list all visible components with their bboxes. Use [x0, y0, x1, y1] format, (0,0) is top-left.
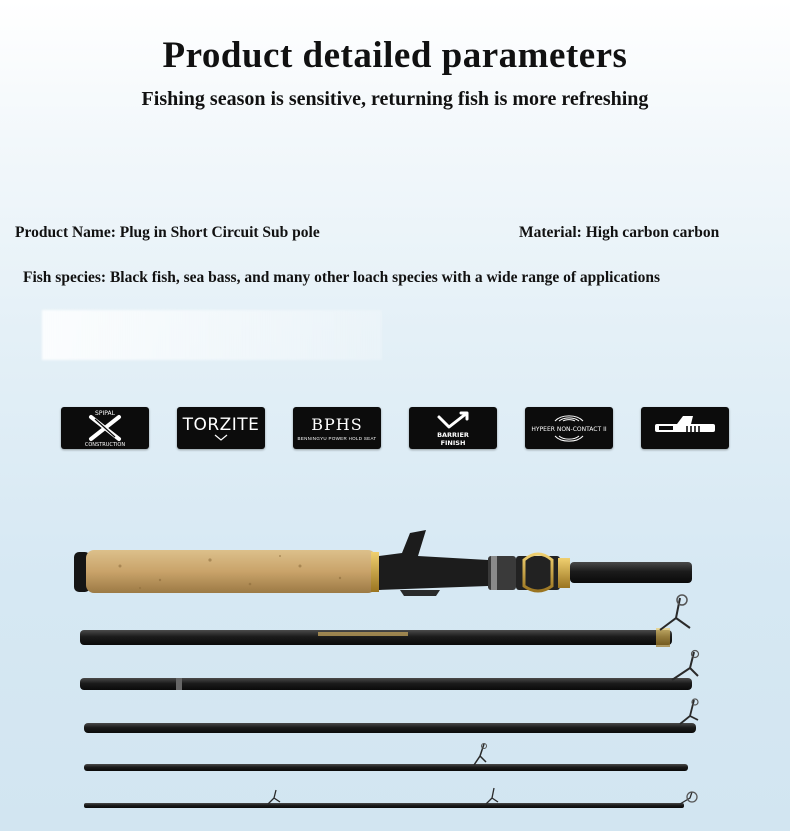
arrow-icon [439, 413, 467, 427]
barrier-line2: FINISH [440, 439, 466, 447]
page-subtitle: Fishing season is sensitive, returning fish is more refreshing [141, 88, 649, 110]
bphs-label: BPHS [311, 415, 363, 434]
rod-section-4 [84, 699, 698, 733]
torzite-badge [177, 407, 265, 449]
spiral-badge-top-text: SPIPAL [95, 410, 115, 417]
x-icon [61, 407, 149, 449]
rod-illustration [0, 520, 790, 831]
torzite-mark-icon [214, 434, 228, 441]
product-name-param: Product Name: Plug in Short Circuit Sub pole [15, 224, 320, 241]
page-title: Product detailed parameters [162, 35, 628, 76]
bphs-badge [293, 407, 381, 449]
barrier-line1: BARRIER [437, 431, 469, 439]
rod-section-5 [84, 744, 688, 772]
fish-species-param: Fish species: Black fish, sea bass, and many other loach species with a wide range of applications [23, 269, 660, 286]
bphs-sub-label: BENNINGYU POWER HOLD SEAT [297, 436, 377, 441]
hypeer-label: HYPEER NON-CONTACT II [531, 426, 607, 433]
material-param: Material: High carbon carbon [519, 224, 720, 241]
rod-section-3 [80, 651, 699, 691]
barrier-finish-badge [409, 407, 497, 449]
spiral-x-badge [61, 407, 149, 449]
rod-section-6 [84, 788, 697, 808]
torzite-label: TORZITE [182, 415, 260, 435]
blank-area [42, 310, 382, 360]
spiral-badge-bottom-text: CONSTRUCTION [84, 442, 126, 448]
hypeer-non-contact-badge [525, 407, 613, 449]
rod-handle-section [74, 530, 692, 596]
rod-section-2 [80, 595, 690, 647]
reel-seat-icon [641, 407, 729, 449]
reel-seat-badge [641, 407, 729, 449]
